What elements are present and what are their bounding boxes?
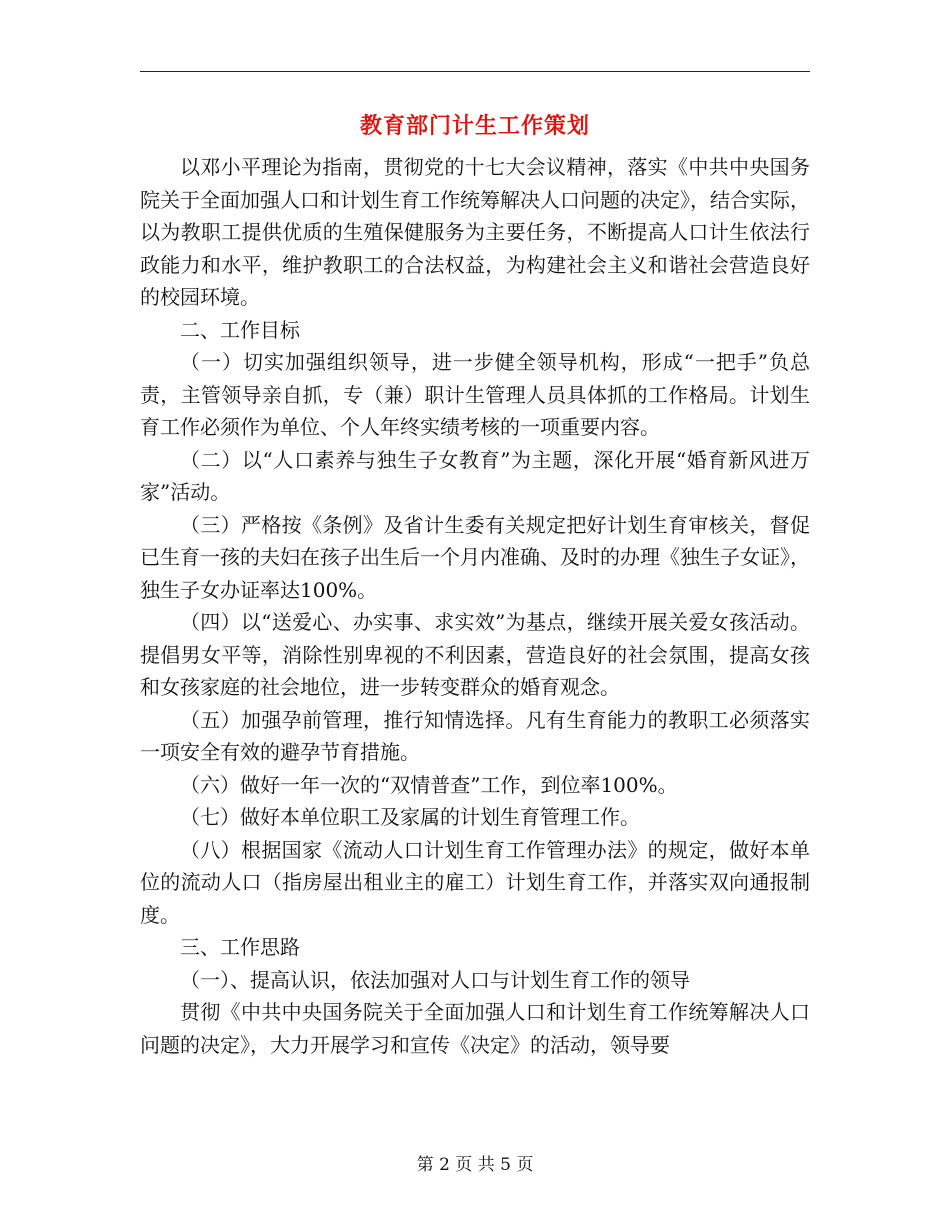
section-heading-approach: 三、工作思路 [180, 935, 300, 959]
paragraph-approach-1: 贯彻《中共中央国务院关于全面加强人口和计划生育工作统筹解决人口问题的决定》，大力开展学习和宣传《决定》的活动，领导要 [140, 1000, 810, 1057]
page-number-footer: 第 2 页 共 5 页 [416, 1155, 534, 1175]
document-body [140, 151, 810, 1061]
subheading-approach-1: （一）、提高认识，依法加强对人口与计划生育工作的领导 [180, 967, 690, 992]
paragraph-goal-3: （三）严格按《条例》及省计生委有关规定把好计划生育审核关，督促已生育一孩的夫妇在孩子出生后一个月内准确、及时的办理《独生子女证》，独生子女办证率达100%。 [140, 512, 810, 602]
section-heading-goals: 二、工作目标 [180, 317, 300, 342]
document-title: 教育部门计生工作策划 [359, 113, 590, 139]
paragraph-goal-6: （六）做好一年一次的“双情普查”工作，到位率100%。 [180, 772, 678, 797]
paragraph-goal-2: （二）以“人口素养与独生子女教育”为主题，深化开展“婚育新风进万家”活动。 [140, 447, 810, 504]
paragraph-intro: 以邓小平理论为指南，贯彻党的十七大会议精神，落实《中共中央国务院关于全面加强人口和计划生育工作统筹解决人口问题的决定》，结合实际，以为教职工提供优质的生殖保健服务为主要任务，不断提高人口计生依法行政能力和水平，维护教职工的合法权益，为构建社会主义和谐社会营造良好的校园环境。 [140, 155, 810, 309]
paragraph-goal-7: （七）做好本单位职工及家属的计划生育管理工作。 [180, 805, 640, 829]
header-rule [140, 71, 810, 72]
paragraph-goal-8: （八）根据国家《流动人口计划生育工作管理办法》的规定，做好本单位的流动人口（指房屋出租业主的雇工）计划生育工作，并落实双向通报制度。 [140, 837, 810, 927]
paragraph-goal-1: （一）切实加强组织领导，进一步健全领导机构，形成“一把手”负总责，主管领导亲自抓，专（兼）职计生管理人员具体抓的工作格局。计划生育工作必须作为单位、个人年终实绩考核的一项重要内容。 [140, 350, 810, 439]
paragraph-goal-5: （五）加强孕前管理，推行知情选择。凡有生育能力的教职工必须落实一项安全有效的避孕节育措施。 [140, 707, 810, 764]
paragraph-goal-4: （四）以“送爱心、办实事、求实效”为基点，继续开展关爱女孩活动。提倡男女平等，消除性别卑视的不利因素，营造良好的社会氛围，提高女孩和女孩家庭的社会地位，进一步转变群众的婚育观念。 [140, 610, 810, 699]
